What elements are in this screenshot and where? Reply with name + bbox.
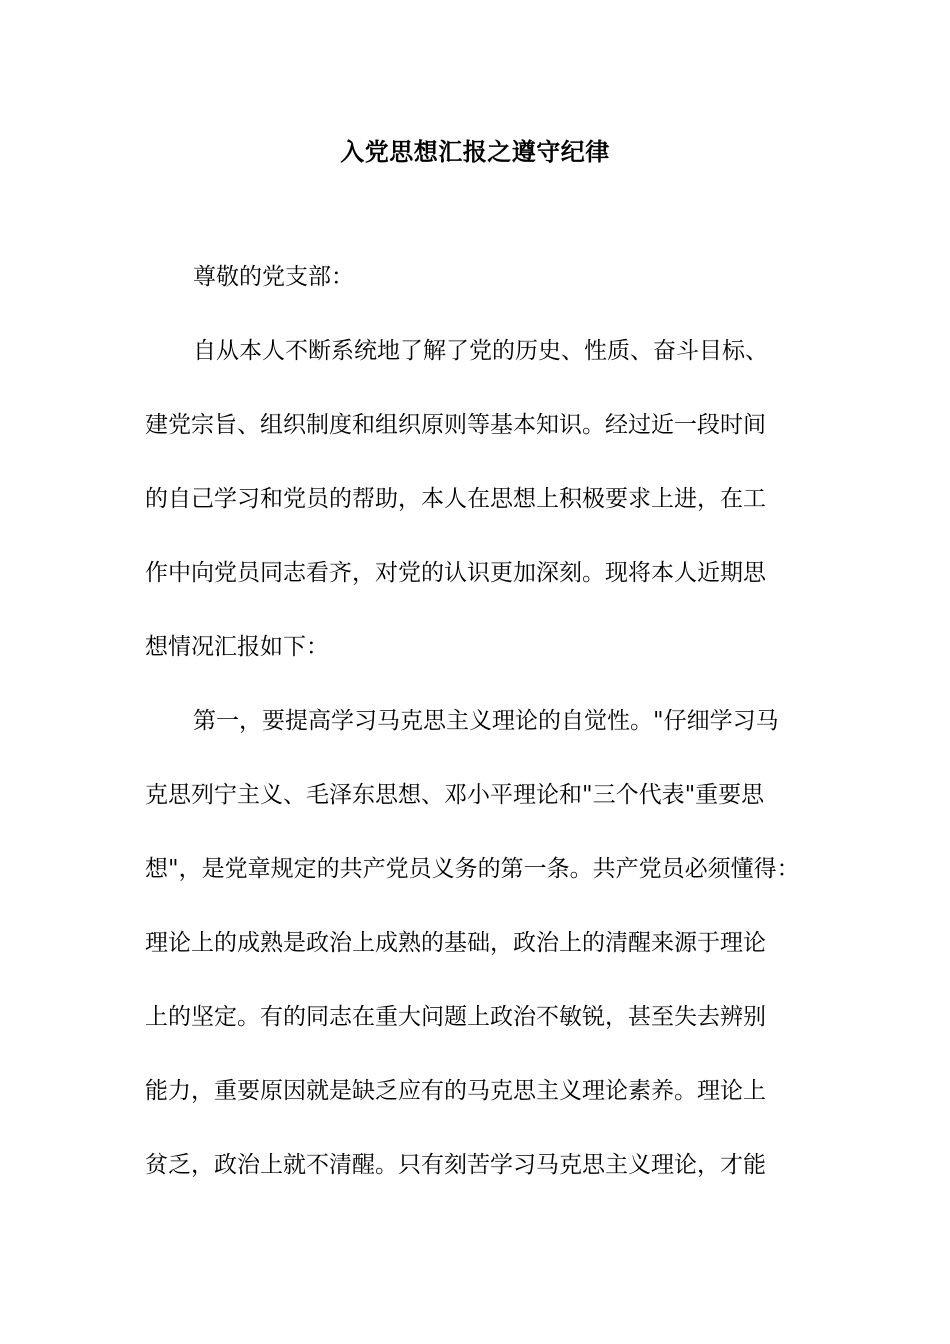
paragraph-2-line-6: 能力，重要原因就是缺乏应有的马克思主义理论素养。理论上 bbox=[145, 1078, 766, 1104]
paragraph-1-line-1: 自从本人不断系统地了解了党的历史、性质、奋斗目标、 bbox=[193, 338, 768, 364]
paragraph-1-line-5: 想情况汇报如下： bbox=[145, 634, 329, 660]
paragraph-2-line-3: 想"，是党章规定的共产党员义务的第一条。共产党员必须懂得： bbox=[145, 856, 800, 882]
paragraph-1-line-3: 的自己学习和党员的帮助，本人在思想上积极要求上进，在工 bbox=[145, 486, 766, 512]
document-title: 入党思想汇报之遵守纪律 bbox=[340, 137, 610, 166]
paragraph-1-line-2: 建党宗旨、组织制度和组织原则等基本知识。经过近一段时间 bbox=[145, 412, 766, 438]
paragraph-2-line-7: 贫乏，政治上就不清醒。只有刻苦学习马克思主义理论，才能 bbox=[145, 1152, 766, 1178]
paragraph-2-line-5: 上的坚定。有的同志在重大问题上政治不敏锐，甚至失去辨别 bbox=[145, 1004, 766, 1030]
salutation: 尊敬的党支部： bbox=[193, 264, 354, 290]
paragraph-2-line-1: 第一，要提高学习马克思主义理论的自觉性。"仔细学习马 bbox=[193, 708, 779, 734]
paragraph-1-line-4: 作中向党员同志看齐，对党的认识更加深刻。现将本人近期思 bbox=[145, 560, 766, 586]
paragraph-2-line-4: 理论上的成熟是政治上成熟的基础，政治上的清醒来源于理论 bbox=[145, 930, 766, 956]
document-body bbox=[145, 240, 805, 1202]
paragraph-2-line-2: 克思列宁主义、毛泽东思想、邓小平理论和"三个代表"重要思 bbox=[145, 782, 765, 808]
